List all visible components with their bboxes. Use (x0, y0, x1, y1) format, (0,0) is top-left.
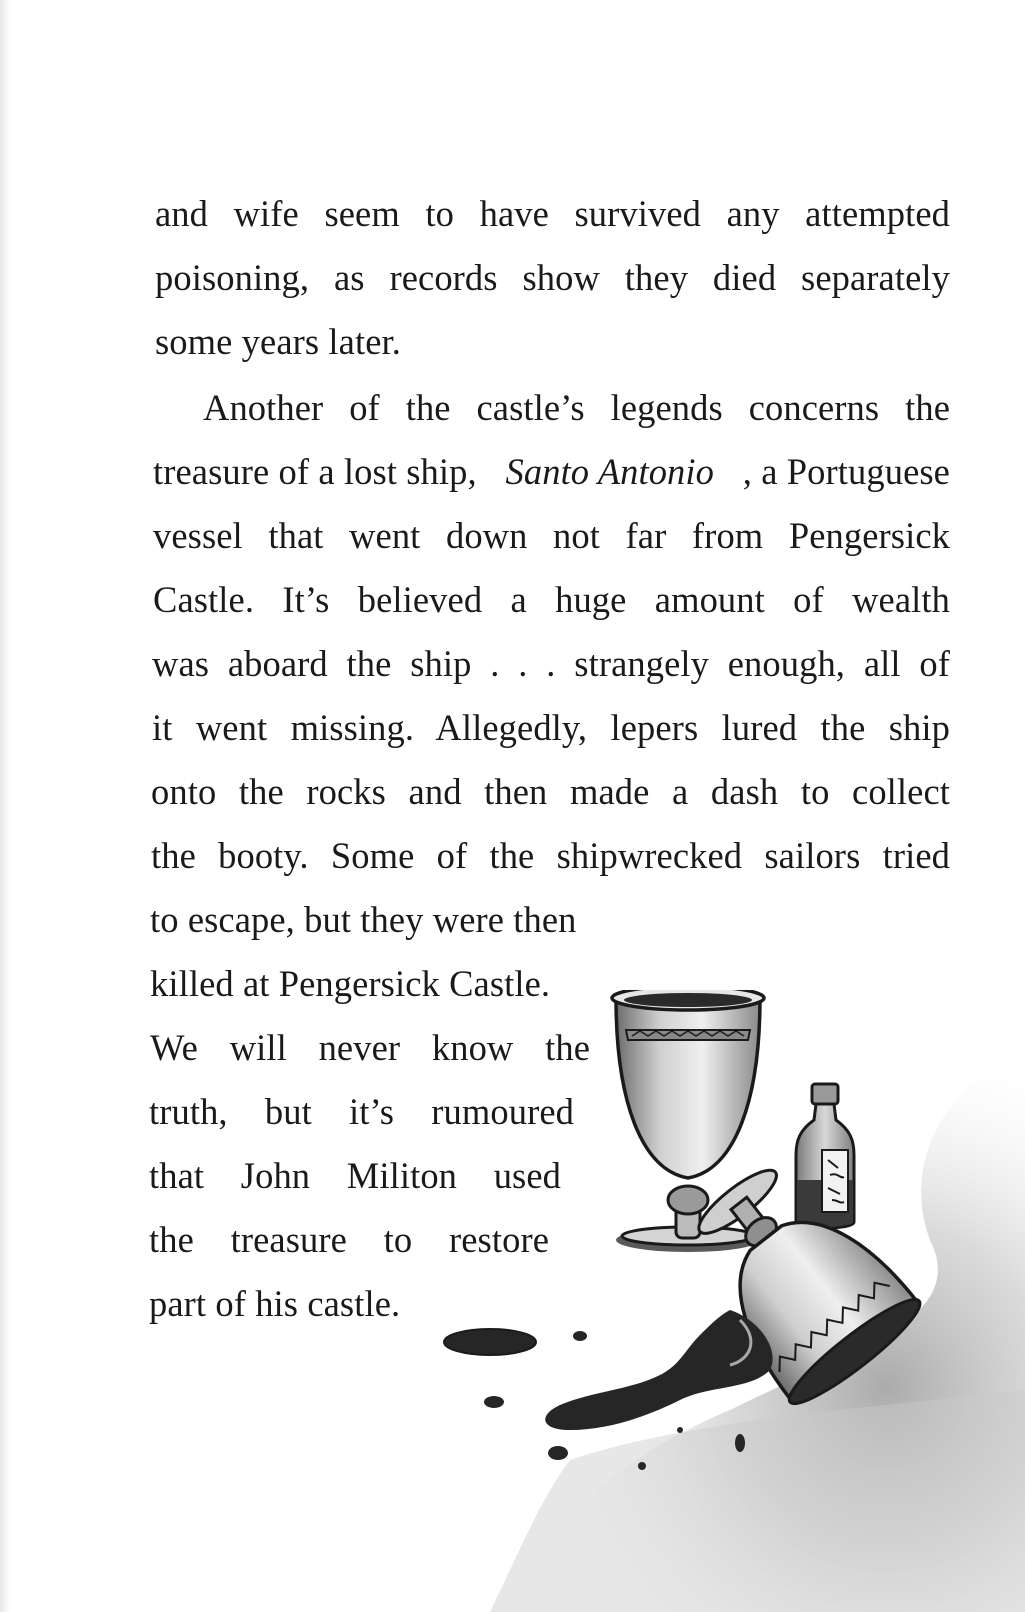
text-line-4: Another of the castle’s legends concerns the (203, 387, 950, 428)
text-line-13: killed at Pengersick Castle. (150, 963, 551, 1004)
wine-drop-6 (638, 1462, 646, 1470)
text-line-2: poisoning, as records show they died separately (155, 257, 950, 298)
text-line-15: truth, but it’s rumoured (149, 1091, 574, 1132)
text-line-1: and wife seem to have survived any attempted (155, 193, 950, 234)
text-line-10: onto the rocks and then made a dash to collect (151, 771, 950, 812)
ship-name: Santo Antonio (505, 451, 714, 492)
text-line-16: that John Militon used (149, 1155, 561, 1196)
text-line-18: part of his castle. (149, 1283, 401, 1324)
page-gutter-shadow (0, 0, 10, 1612)
text-line-5 (153, 450, 950, 494)
text-line-6: vessel that went down not far from Pengersick (153, 515, 950, 556)
text-line-11: the booty. Some of the shipwrecked sailors tried (151, 835, 950, 876)
text-line-12: to escape, but they were then (150, 899, 577, 940)
wine-drop-4 (548, 1446, 568, 1460)
poison-bottle-icon (796, 1084, 854, 1228)
wine-drop-2 (573, 1331, 587, 1341)
wine-drop-3 (484, 1396, 504, 1408)
text-line-5-part-1: treasure of a lost ship, (153, 451, 477, 492)
goblet-and-poison-bottle-illustration (430, 990, 1025, 1612)
text-line-3: some years later. (155, 321, 401, 362)
text-line-8: was aboard the ship . . . strangely enough, all of (152, 643, 950, 684)
wine-drop-5 (735, 1434, 745, 1452)
wine-drop-7 (677, 1427, 683, 1433)
text-line-14: We will never know the (150, 1027, 590, 1068)
text-line-7: Castle. It’s believed a huge amount of wealth (153, 579, 950, 620)
text-line-17: the treasure to restore (149, 1219, 549, 1260)
wine-drop-1 (444, 1329, 536, 1355)
text-line-5-part-3: , a Portuguese (742, 451, 950, 492)
text-line-9: it went missing. Allegedly, lepers lured the ship (152, 707, 950, 748)
